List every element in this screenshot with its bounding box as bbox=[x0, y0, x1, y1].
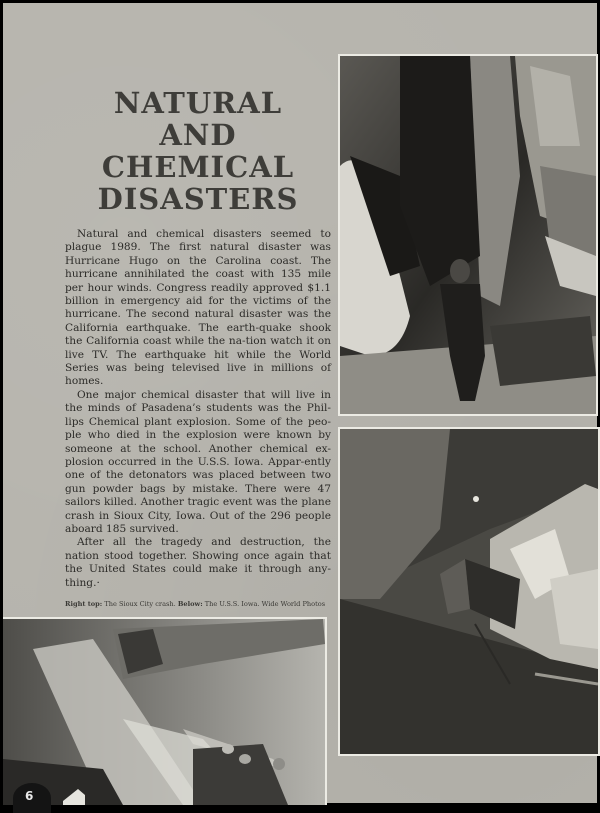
page-title bbox=[73, 87, 323, 215]
article-body bbox=[65, 228, 331, 590]
title-line: DISASTERS bbox=[97, 182, 299, 216]
photo-caption bbox=[65, 600, 331, 609]
earthquake-damaged-house-photo bbox=[338, 427, 600, 756]
uss-iowa-firefighting-photo bbox=[3, 617, 327, 805]
article-paragraph: One major chemical disaster that will live in the minds of Pasadena’s students was the Phil-lips Chemical plant explosion. Some of the peo-ple who died in the explosion were known by someone at the school. Another chemical ex-plosion occurred in the U.S.S. Iowa. Appar-ently one of the detonators was placed between two gun powder bags by mistake. There were 47 sailors killed. Another tragic event was the plane crash in Sioux City, Iowa. Out of the 296 people aboard 185 survived. bbox=[65, 388, 331, 535]
title-line: NATURAL bbox=[113, 86, 283, 120]
caption-label: Below: bbox=[177, 600, 203, 608]
yearbook-page bbox=[3, 3, 597, 803]
title-line: CHEMICAL bbox=[101, 150, 295, 184]
caption-text: The Sioux City crash. bbox=[102, 600, 178, 608]
caption-text: The U.S.S. Iowa. Wide World Photos bbox=[202, 600, 326, 608]
title-line: AND bbox=[159, 118, 237, 152]
sioux-city-crash-photo bbox=[338, 54, 598, 416]
page-number: 6 bbox=[25, 789, 34, 803]
article-paragraph: Natural and chemical disasters seemed to plague 1989. The first natural disaster was Hurricane Hugo on the Carolina coast. The hurricane annihilated the coast with 135 mile per hour winds. Congress readily approved $1.1 billion in emergency aid for the victims of the hurricane. The second natural disaster was the California earthquake. The earth-quake shook the California coast while the na-tion watch it on live TV. The earthquake hit while the World Series was being televised live in millions of homes. bbox=[65, 228, 331, 388]
caption-label: Right top: bbox=[65, 600, 103, 608]
article-paragraph: After all the tragedy and destruction, the nation stood together. Showing once again that the United States could make it through any-thing.· bbox=[65, 536, 331, 589]
